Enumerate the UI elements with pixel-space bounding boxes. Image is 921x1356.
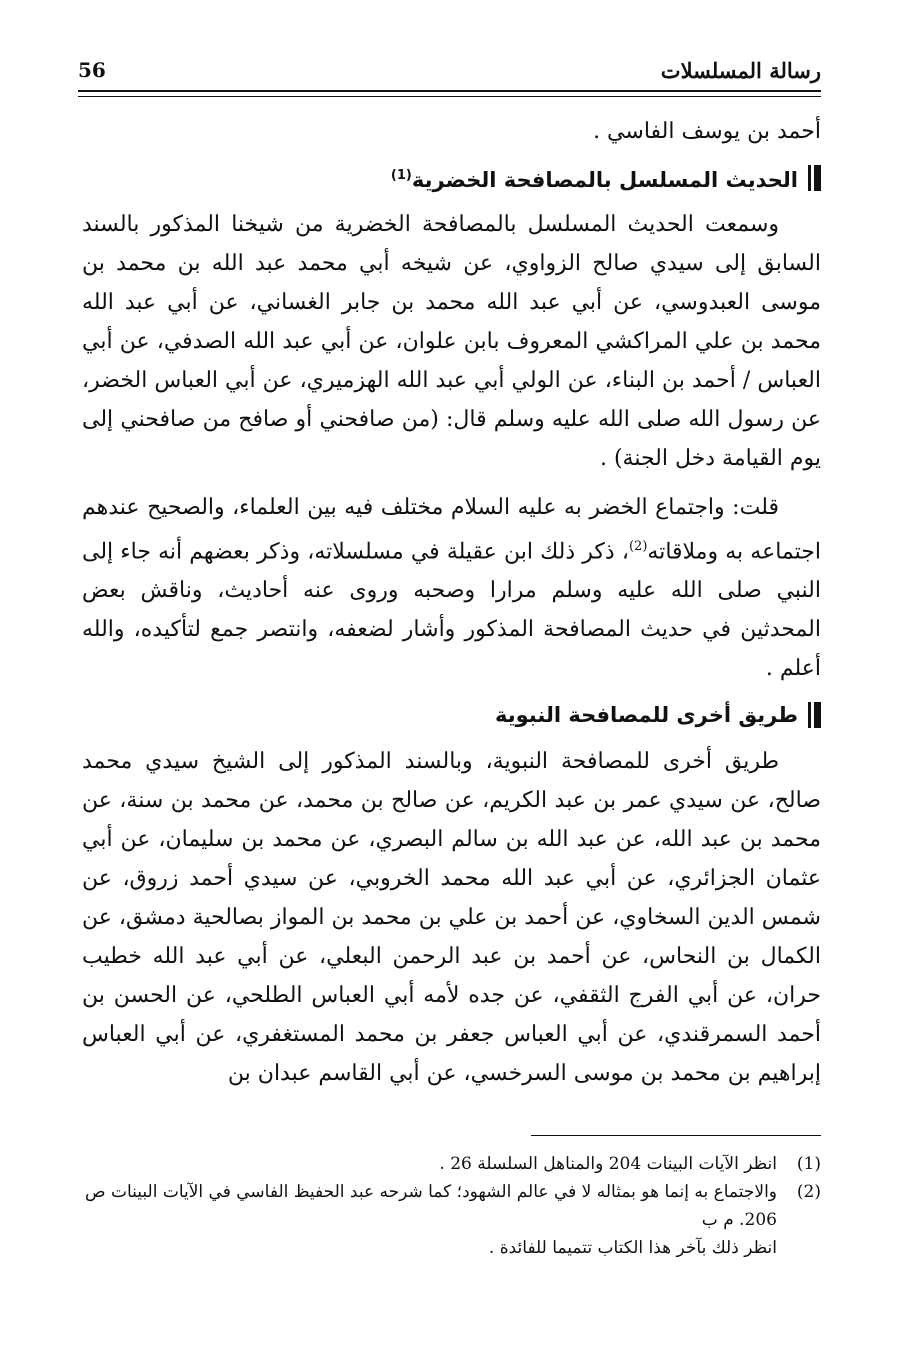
- footnote-ref-2: (2): [628, 539, 648, 554]
- footnote-continuation: انظر ذلك بآخر هذا الكتاب تتميما للفائدة .: [488, 1238, 777, 1258]
- footnote-ref-1: (1): [390, 168, 412, 183]
- footnote-divider: [531, 1135, 821, 1136]
- footnote: (2) والاجتماع به إنما هو بمثاله لا في عالم الشهود؛ كما شرحه عبد الحفيظ الفاسي في الآيات البينات ص 206. م ب: [84, 1182, 821, 1230]
- paragraph: طريق أخرى للمصافحة النبوية، وبالسند المذكور إلى الشيخ سيدي محمد صالح، عن سيدي عمر بن عبد الكريم، عن صالح بن محمد، عن محمد بن سنة، عن محمد بن عبد الله، عن عبد الله بن سالم البصري، عن محمد بن سليمان، عن أبي عثمان الجزائري، عن أبي عبد الله محمد الخروبي، عن سيدي أحمد زروق، عن شمس الدين السخاوي، عن أحمد بن علي بن محمد بن المواز بصالحية دمشق، عن الكمال بن النحاس، عن أحمد بن عبد الرحمن البعلي، عن أبي عبد الله خطيب حران، عن أبي الفرج الثقفي، عن جده لأمه أبي العباس الطلحي، عن الحسن بن أحمد السمرقندي، عن أبي العباس جعفر بن محمد المستغفري، عن أبي العباس إبراهيم بن محمد بن موسى السرخسي، عن أبي القاسم عبدان بن: [82, 749, 821, 1087]
- header-rule-thin: [78, 96, 821, 97]
- paragraph: وسمعت الحديث المسلسل بالمصافحة الخضرية من شيخنا المذكور بالسند السابق إلى سيدي صالح الزواوي، عن شيخه أبي محمد عبد الله بن محمد بن موسى العبدوسي، عن أبي عبد الله محمد بن جابر الغساني، عن أبي عبد الله محمد بن علي المراكشي المعروف بابن علوان، عن أبي عبد الله الصدفي، عن أبي العباس / أحمد بن البناء، عن الولي أبي عبد الله الهزميري، عن أبي العباس الخضر، عن رسول الله صلى الله عليه وسلم قال: (من صافحني أو صافح من صافحني إلى يوم القيامة دخل الجنة) .: [82, 212, 821, 471]
- page-number: 56: [78, 58, 106, 82]
- body-text: [82, 112, 821, 1103]
- running-title: رسالة المسلسلات: [660, 57, 821, 83]
- heading-bar-icon: [808, 702, 821, 728]
- footnote: (1) انظر الآيات البينات 204 والمناهل السلسلة 26 .: [439, 1154, 821, 1174]
- section-heading-2: [82, 698, 821, 732]
- header-rule: [78, 90, 821, 92]
- heading-bar-icon: [808, 165, 821, 191]
- footnotes: [82, 1150, 821, 1262]
- page-header: [78, 55, 821, 85]
- section-heading-1: [82, 161, 821, 195]
- paragraph: قلت: واجتماع الخضر به عليه السلام مختلف فيه بين العلماء، والصحيح عندهم اجتماعه به وملاقاته$^{(2)}$، ذكر ذلك ابن عقيلة في مسلسلاته، وذكر بعضهم أنه جاء إلى النبي صلى الله عليه وسلم مرارا وصحبه وروى عنه أحاديث، وناقش بعض المحدثين في حديث المصافحة المذكور وأشار لضعفه، وانتصر جمع لتأكيده، والله أعلم .: [82, 495, 821, 682]
- section-title-2: طريق أخرى للمصافحة النبوية: [495, 702, 798, 727]
- section-title-1: الحديث المسلسل بالمصافحة الخضرية: [411, 168, 798, 192]
- intro-line: أحمد بن يوسف الفاسي .: [593, 119, 821, 144]
